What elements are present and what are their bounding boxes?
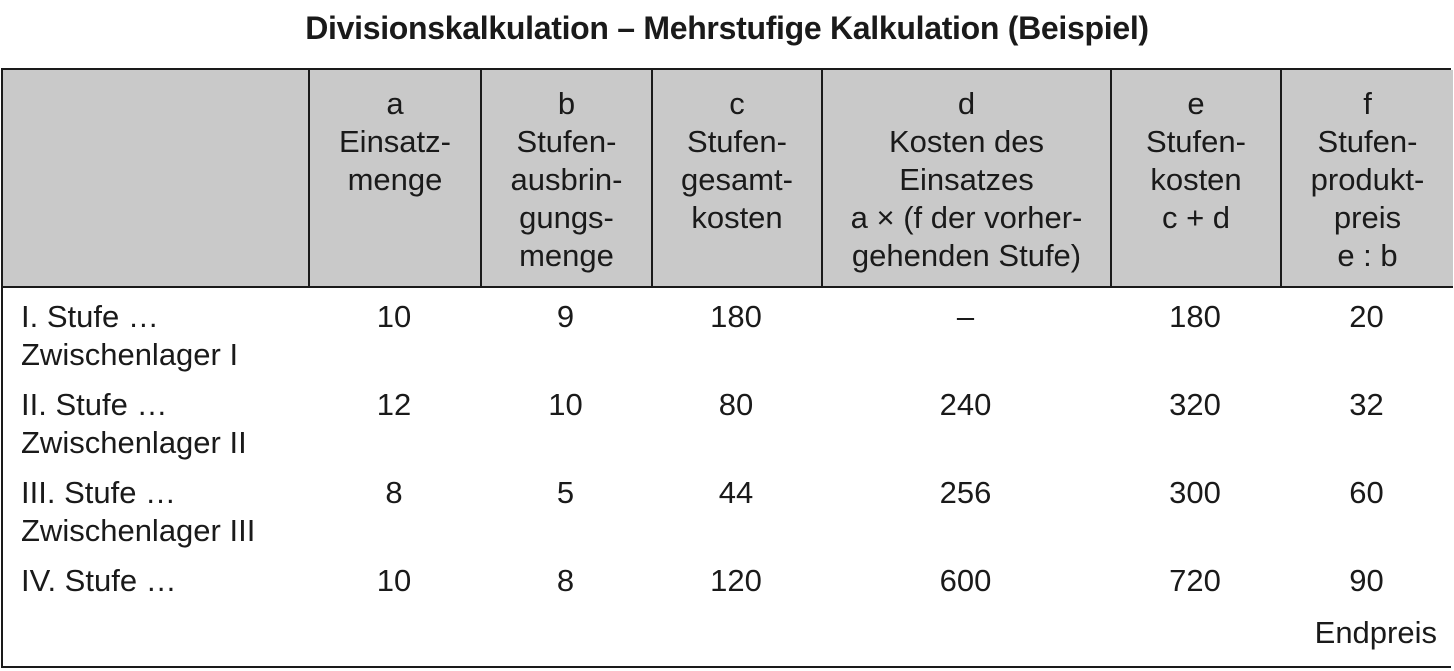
value-c: 180: [710, 299, 762, 334]
table-row: [3, 462, 1453, 550]
table-row: [3, 286, 1453, 374]
value-b: 9: [556, 299, 575, 334]
value-f: 20: [1349, 299, 1384, 334]
column-label-line: gungs-: [519, 200, 614, 235]
header-column-e: [1110, 70, 1280, 286]
column-letter: d: [957, 86, 976, 121]
column-label-line: menge: [347, 162, 443, 197]
value-a: 10: [376, 299, 412, 334]
column-letter: f: [1363, 86, 1372, 121]
value-d: –: [956, 299, 975, 334]
calculation-table: [1, 68, 1451, 668]
stage-cell: [21, 298, 238, 374]
page-title: Divisionskalkulation – Mehrstufige Kalkulation (Beispiel): [305, 10, 1149, 46]
column-label-line: c + d: [1161, 200, 1231, 235]
value-a: 12: [376, 387, 412, 422]
value-a: 10: [376, 563, 412, 598]
header-column-b: [480, 70, 651, 286]
column-letter: b: [557, 86, 576, 121]
stage-cell: [21, 474, 255, 550]
endpreis-note: Endpreis: [1314, 615, 1437, 650]
value-e: 320: [1169, 387, 1221, 422]
column-label-line: gehenden Stufe): [851, 238, 1082, 273]
column-label-line: menge: [519, 238, 614, 273]
column-letter: c: [729, 86, 745, 121]
value-c: 44: [718, 475, 754, 510]
column-label-line: kosten: [691, 200, 783, 235]
column-label-line: preis: [1333, 200, 1402, 235]
value-d: 600: [939, 563, 992, 598]
value-c: 120: [710, 563, 762, 598]
header-column-c: [651, 70, 821, 286]
value-e: 720: [1169, 563, 1221, 598]
column-label-line: produkt-: [1310, 162, 1425, 197]
column-label-line: e : b: [1337, 238, 1398, 273]
column-label-line: Stufen-: [516, 124, 617, 159]
stage-cell: [21, 386, 247, 462]
table-header: [3, 70, 1453, 288]
stage-label: III. Stufe …: [21, 475, 177, 510]
column-label-line: a × (f der vorher-: [850, 200, 1083, 235]
value-b: 8: [556, 563, 575, 598]
stage-label: I. Stufe …: [21, 299, 159, 334]
column-label-line: gesamt-: [681, 162, 793, 197]
value-c: 80: [718, 387, 754, 422]
header-column-a: [308, 70, 480, 286]
column-label-line: Stufen-: [1317, 124, 1418, 159]
table-row: [3, 374, 1453, 462]
table-row: [3, 550, 1453, 638]
header-stage-column: [1, 70, 310, 286]
value-a: 8: [385, 475, 403, 510]
storage-label: Zwischenlager I: [21, 337, 239, 372]
column-label-line: Stufen-: [1146, 124, 1246, 159]
storage-label: Zwischenlager II: [21, 425, 247, 460]
value-d: 256: [939, 475, 992, 510]
header-column-d: [821, 70, 1110, 286]
column-label-line: Stufen-: [687, 124, 787, 159]
value-e: 180: [1169, 299, 1221, 334]
value-b: 5: [556, 475, 575, 510]
value-f: 32: [1349, 387, 1384, 422]
column-label-line: ausbrin-: [510, 162, 623, 197]
column-label-line: Einsatzes: [899, 162, 1034, 197]
value-f: 90: [1349, 563, 1384, 598]
column-label-line: kosten: [1150, 162, 1242, 197]
value-d: 240: [939, 387, 992, 422]
header-column-f: [1280, 70, 1453, 286]
column-label-line: Einsatz-: [339, 124, 451, 159]
value-e: 300: [1169, 475, 1221, 510]
value-b: 10: [548, 387, 583, 422]
column-label-line: Kosten des: [888, 124, 1045, 159]
stage-label: IV. Stufe …: [21, 563, 177, 598]
stage-cell: [21, 562, 177, 600]
table-body: [3, 286, 1453, 668]
storage-label: Zwischenlager III: [21, 513, 256, 548]
value-f: 60: [1349, 475, 1384, 510]
column-letter: e: [1187, 86, 1205, 121]
stage-label: II. Stufe …: [21, 387, 168, 422]
column-letter: a: [386, 86, 404, 121]
